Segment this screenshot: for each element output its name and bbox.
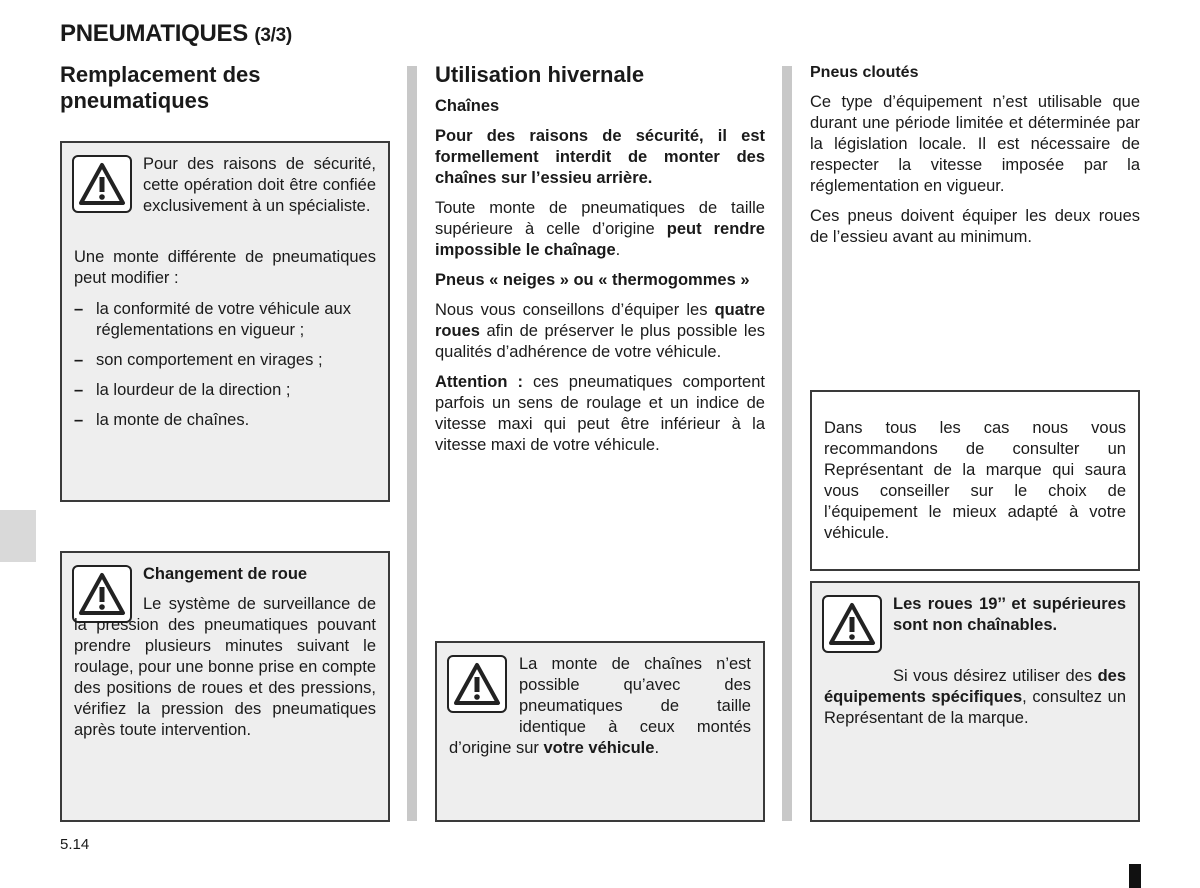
attention-paragraph: Attention : ces pneumatiques comportent parfois un sens de roulage et un indice de vitesse maxi qui peut être inférieur à la vitesse maxi de votre véhicule.	[435, 373, 765, 454]
warning-text: Si vous désirez utiliser des des équipements spécifiques, consultez un Représentant de la marque.	[824, 667, 1126, 727]
list-item: – la monte de chaînes.	[74, 410, 376, 431]
modification-list	[74, 299, 376, 440]
warning-triangle-icon	[822, 595, 882, 653]
info-box-consult	[810, 390, 1140, 571]
warning-title: Les roues 19’’ et supérieures sont non chaînables.	[893, 595, 1126, 634]
list-item: – la conformité de votre véhicule aux réglementations en vigueur ;	[74, 299, 376, 341]
list-intro: Une monte différente de pneumatiques peut modifier :	[74, 248, 376, 287]
page-number: 5.14	[60, 836, 90, 853]
column-divider-left	[407, 66, 417, 821]
warning-text: Pour des raisons de sécurité, cette opération doit être confiée exclusivement à un spécialiste.	[143, 155, 376, 215]
warning-box-wheel-change	[60, 551, 390, 822]
left-section-heading: Remplacement des pneumatiques	[60, 62, 261, 113]
middle-body	[435, 96, 765, 465]
page-title	[60, 20, 292, 48]
studded-paragraph-1: Ce type d’équipement n’est utilisable que durant une période limitée et déterminée par la législation locale. Il est nécessaire de respecter la vitesse imposée par la réglementation en vigueur.	[810, 93, 1140, 195]
warning-text: Le système de surveillance de la pression des pneumatiques pouvant prendre plusieurs minutes suivant le roulage, pour une bonne prise en compte des positions de roues et des pressions, vérifiez la pression des pneumatiques après toute intervention.	[74, 595, 376, 739]
section-tab-marker	[0, 510, 36, 562]
chains-paragraph: Toute monte de pneumatiques de taille supérieure à celle d’origine peut rendre impossible le chaînage.	[435, 199, 765, 259]
list-item: – son comportement en virages ;	[74, 350, 376, 371]
page-corner-mark	[1129, 864, 1141, 888]
warning-text: La monte de chaînes n’est possible qu’avec des pneumatiques de taille identique à ceux montés d’origine sur votre véhicule.	[449, 655, 751, 757]
warning-box-replacement	[60, 141, 390, 502]
page-title-main: PNEUMATIQUES	[60, 20, 248, 47]
middle-section-heading: Utilisation hivernale	[435, 62, 645, 87]
warning-box-chains	[435, 641, 765, 822]
warning-title: Changement de roue	[143, 565, 308, 583]
studded-paragraph-2: Ces pneus doivent équiper les deux roues de l’essieu avant au minimum.	[810, 207, 1140, 246]
warning-triangle-icon	[72, 155, 132, 213]
chains-subheading: Chaînes	[435, 97, 500, 115]
info-text: Dans tous les cas nous vous recommandons de consulter un Représentant de la marque qui saura vous conseiller sur le choix de l’équipement le mieux adapté à votre véhicule.	[824, 419, 1126, 542]
snow-tyres-paragraph: Nous vous conseillons d’équiper les quatre roues afin de préserver le plus possible les qualités d’adhérence de votre véhicule.	[435, 301, 765, 361]
snow-tyres-subheading: Pneus « neiges » ou « thermogommes »	[435, 271, 750, 289]
list-item: – la lourdeur de la direction ;	[74, 380, 376, 401]
warning-box-19-inch	[810, 581, 1140, 822]
page-title-part: (3/3)	[254, 25, 292, 46]
chains-safety-warning: Pour des raisons de sécurité, il est formellement interdit de monter des chaînes sur l’essieu arrière.	[435, 127, 765, 187]
right-body	[810, 62, 1140, 257]
column-divider-right	[782, 66, 792, 821]
studded-subheading: Pneus cloutés	[810, 64, 919, 81]
